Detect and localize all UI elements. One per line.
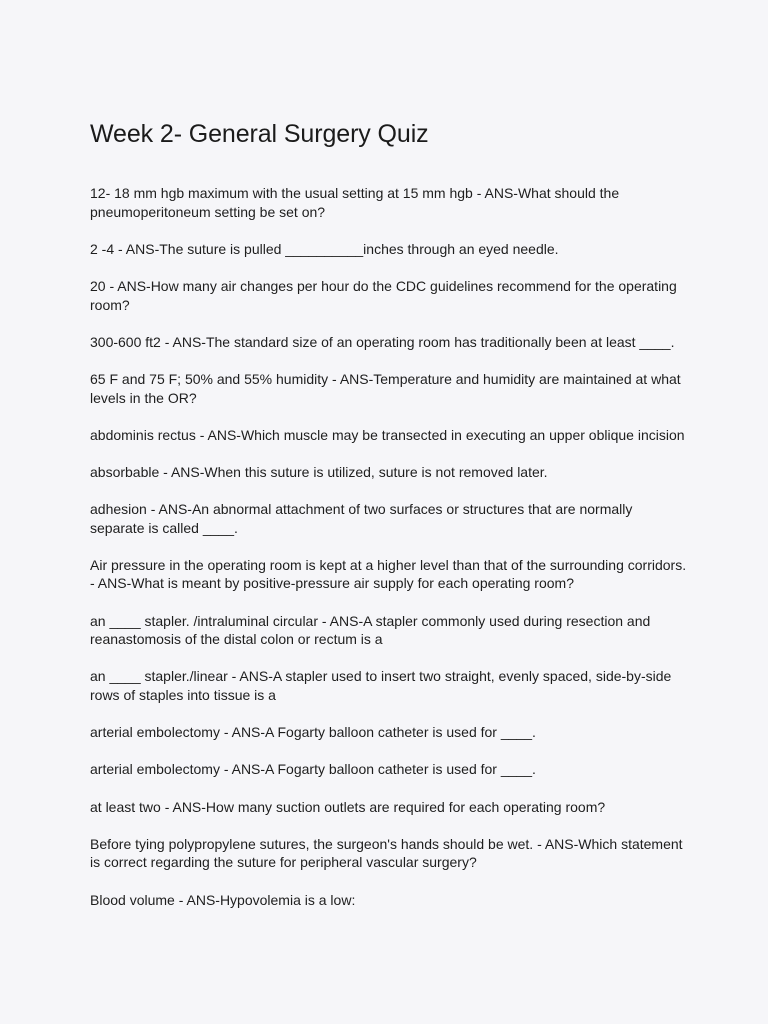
question-item: absorbable - ANS-When this suture is utilized, suture is not removed later. (90, 463, 548, 480)
question-item: 12- 18 mm hgb maximum with the usual setting at 15 mm hgb - ANS-What should the pneumoperitoneum setting be set on? (90, 185, 620, 220)
question-item: at least two - ANS-How many suction outlets are required for each operating room? (90, 798, 606, 815)
question-item: an ____ stapler. /intraluminal circular - ANS-A stapler commonly used during resection and reanastomosis of the distal colon or rectum is a (90, 612, 651, 648)
question-item: adhesion - ANS-An abnormal attachment of two surfaces or structures that are normally separate is called ____. (90, 501, 633, 536)
question-item: 300-600 ft2 - ANS-The standard size of an operating room has traditionally been at least ____. (90, 333, 675, 350)
question-item: 20 - ANS-How many air changes per hour do the CDC guidelines recommend for the operating room? (90, 277, 677, 313)
question-item: arterial embolectomy - ANS-A Fogarty balloon catheter is used for ____. (90, 761, 536, 778)
question-item: an ____ stapler./linear - ANS-A stapler used to insert two straight, evenly spaced, side-by-side rows of staples into tissue is a (90, 668, 672, 704)
question-item: abdominis rectus - ANS-Which muscle may be transected in executing an upper oblique incision (90, 426, 685, 443)
question-item: Blood volume - ANS-Hypovolemia is a low: (90, 891, 356, 908)
question-item: 2 -4 - ANS-The suture is pulled __________inches through an eyed needle. (90, 240, 559, 257)
question-item: Before tying polypropylene sutures, the surgeon's hands should be wet. - ANS-Which statement is correct regarding the suture for peripheral vascular surgery? (90, 835, 683, 871)
question-item: Air pressure in the operating room is kept at a higher level than that of the surrounding corridors. - ANS-What is meant by positive-pressure air supply for each operating room? (90, 556, 687, 592)
question-item: arterial embolectomy - ANS-A Fogarty balloon catheter is used for ____. (90, 724, 536, 741)
question-list (90, 184, 708, 909)
document-title: Week 2- General Surgery Quiz (90, 120, 429, 148)
question-item: 65 F and 75 F; 50% and 55% humidity - ANS-Temperature and humidity are maintained at what levels in the OR? (90, 370, 681, 406)
